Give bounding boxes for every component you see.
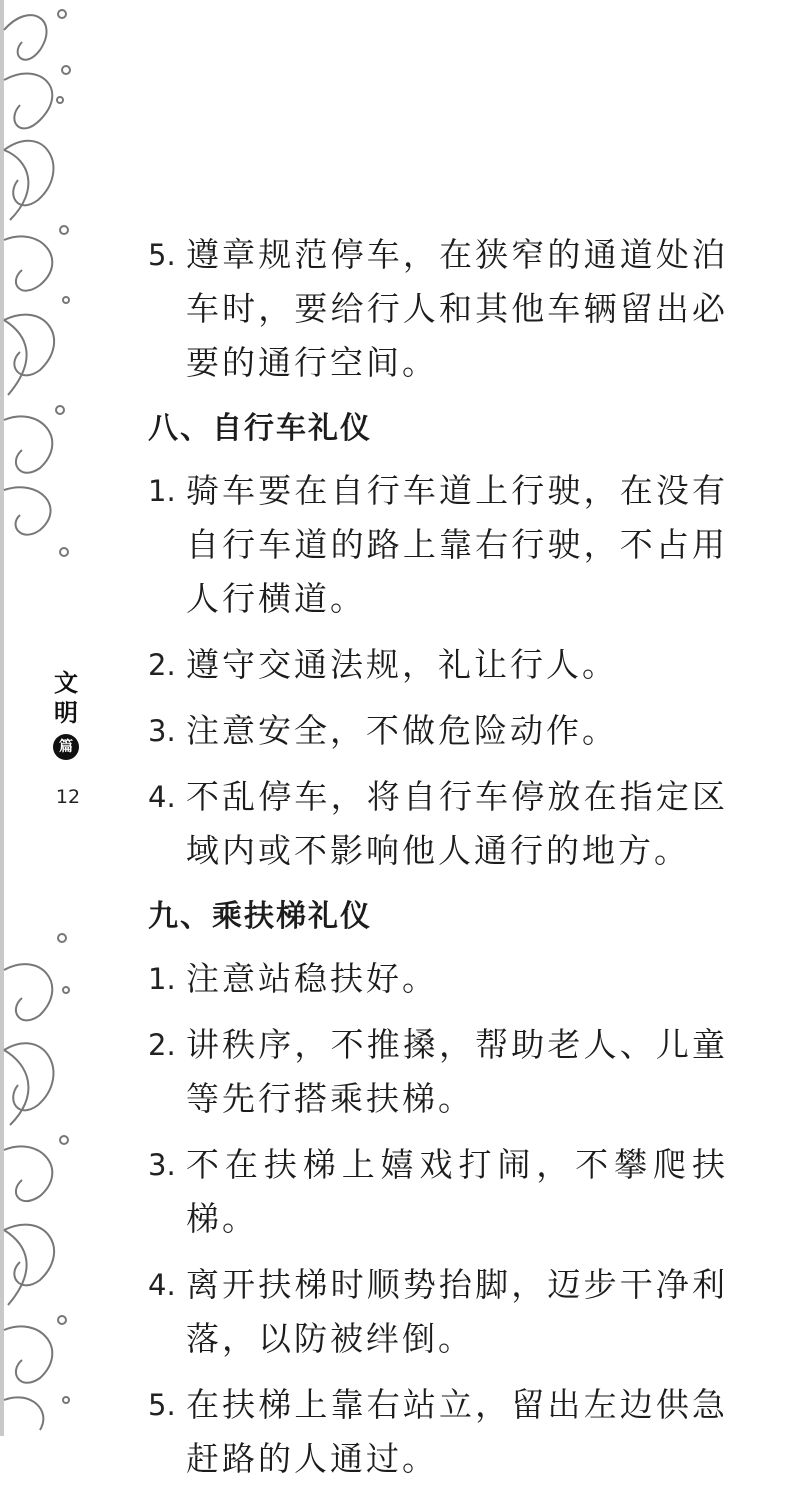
list-item-text: 遵守交通法规，礼让行人。 <box>186 645 618 684</box>
list-item <box>148 770 728 878</box>
list-item <box>148 464 728 626</box>
list-item <box>148 1018 728 1126</box>
list-item-number: 3. <box>148 1148 176 1182</box>
list-item-text: 不在扶梯上嬉戏打闹，不攀爬扶梯。 <box>186 1145 728 1238</box>
list-item <box>148 704 728 758</box>
list-item-number: 1. <box>148 474 176 508</box>
list-item-number: 4. <box>148 780 176 814</box>
list-item <box>148 228 728 390</box>
page-number: 12 <box>55 786 81 808</box>
list-item-text: 在扶梯上靠右站立，留出左边供急赶路的人通过。 <box>186 1385 728 1478</box>
list-item <box>148 1258 728 1366</box>
list-item-number: 5. <box>148 238 176 272</box>
list-item-number: 5. <box>148 1388 176 1422</box>
side-label-seal: 篇 <box>53 734 79 760</box>
side-label-char-1: 文 <box>54 668 78 697</box>
wave-ornament-top <box>0 0 78 570</box>
page-content <box>148 228 728 1498</box>
list-item-text: 注意安全，不做危险动作。 <box>186 711 618 750</box>
side-label <box>46 668 86 760</box>
list-item-number: 1. <box>148 962 176 996</box>
section-heading: 九、乘扶梯礼仪 <box>148 899 372 934</box>
list-item-number: 2. <box>148 648 176 682</box>
list-item <box>148 638 728 692</box>
section-heading: 八、自行车礼仪 <box>148 411 372 446</box>
list-item <box>148 1138 728 1246</box>
wave-ornament-bottom <box>0 930 78 1436</box>
list-item-text: 注意站稳扶好。 <box>186 959 438 998</box>
list-item-number: 2. <box>148 1028 176 1062</box>
side-label-char-2: 明 <box>54 698 78 727</box>
list-item-text: 遵章规范停车，在狭窄的通道处泊车时，要给行人和其他车辆留出必要的通行空间。 <box>186 235 728 382</box>
list-item-number: 3. <box>148 714 176 748</box>
list-item-text: 骑车要在自行车道上行驶，在没有自行车道的路上靠右行驶，不占用人行横道。 <box>186 471 728 618</box>
list-item <box>148 952 728 1006</box>
list-item-number: 4. <box>148 1268 176 1302</box>
list-item-text: 不乱停车，将自行车停放在指定区域内或不影响他人通行的地方。 <box>186 777 728 870</box>
list-item-text: 讲秩序，不推搡，帮助老人、儿童等先行搭乘扶梯。 <box>186 1025 728 1118</box>
list-item <box>148 1378 728 1486</box>
list-item-text: 离开扶梯时顺势抬脚，迈步干净利落，以防被绊倒。 <box>186 1265 728 1358</box>
